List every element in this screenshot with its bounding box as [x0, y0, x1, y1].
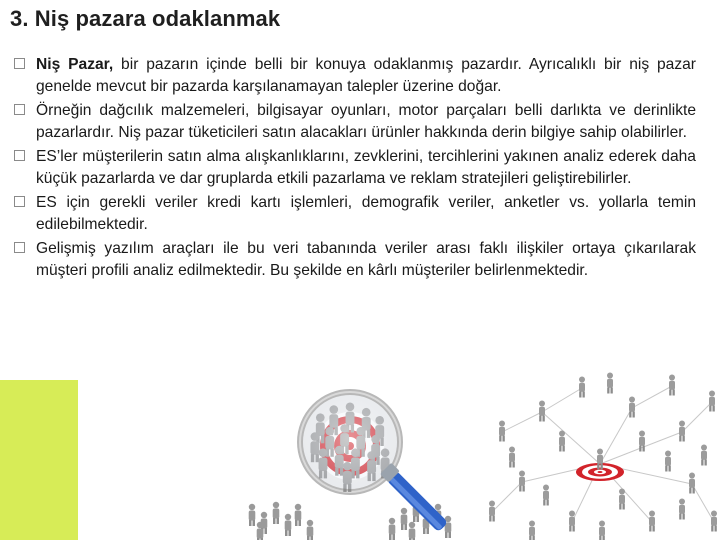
bullet-text: ES’ler müşterilerin satın alma alışkanlıklarını, zevklerini, tercihlerini yakınen analiz ederek daha küçük pazarlarda ve dar gruplarda etkili pazarlama ve reklam stratejileri geliştirebilirler. [36, 148, 696, 187]
bullet-text: bir pazarın içinde belli bir konuya odaklanmış pazardır. Ayrıcalıklı bir niş pazar genelde mevcut bir pazarda karşılanamayan talepler üzerine doğar. [36, 56, 696, 95]
magnifying-glass-icon [300, 392, 448, 532]
bullet-item [14, 146, 696, 189]
bullet-lead: Niş Pazar, [36, 56, 114, 73]
crowd-target-network-illustration [482, 372, 720, 540]
square-bullet-icon [14, 242, 25, 253]
bullet-item [14, 192, 696, 235]
bullet-text: Gelişmiş yazılım araçları ile bu veri tabanında veriler arası faklı ilişkiler ortaya çıkarılarak müşteri profili analiz edilmektedir. Bu şekilde en kârlı müşteriler belirlenmektedir. [36, 240, 696, 279]
square-bullet-icon [14, 104, 25, 115]
square-bullet-icon [14, 196, 25, 207]
bullet-text: ES için gerekli veriler kredi kartı işlemleri, demografik veriler, anketler vs. yollarla temin edilebilmektedir. [36, 194, 696, 233]
square-bullet-icon [14, 58, 25, 69]
crowd-figures [489, 373, 717, 540]
bullet-list [14, 54, 696, 284]
magnifier-crowd-illustration [240, 388, 480, 540]
bullet-text: Örneğin dağcılık malzemeleri, bilgisayar oyunları, motor parçaları belli darlıkta ve derinlikte pazarlardır. Niş pazar tüketicileri satın alacakları ürünler hakkında derin bilgiye sahip olabilirler. [36, 102, 696, 141]
target-icon [576, 463, 624, 481]
accent-strip [0, 380, 78, 540]
bullet-item [14, 100, 696, 143]
bullet-item [14, 238, 696, 281]
square-bullet-icon [14, 150, 25, 161]
slide-title: 3. Niş pazara odaklanmak [10, 6, 281, 31]
bullet-item [14, 54, 696, 97]
